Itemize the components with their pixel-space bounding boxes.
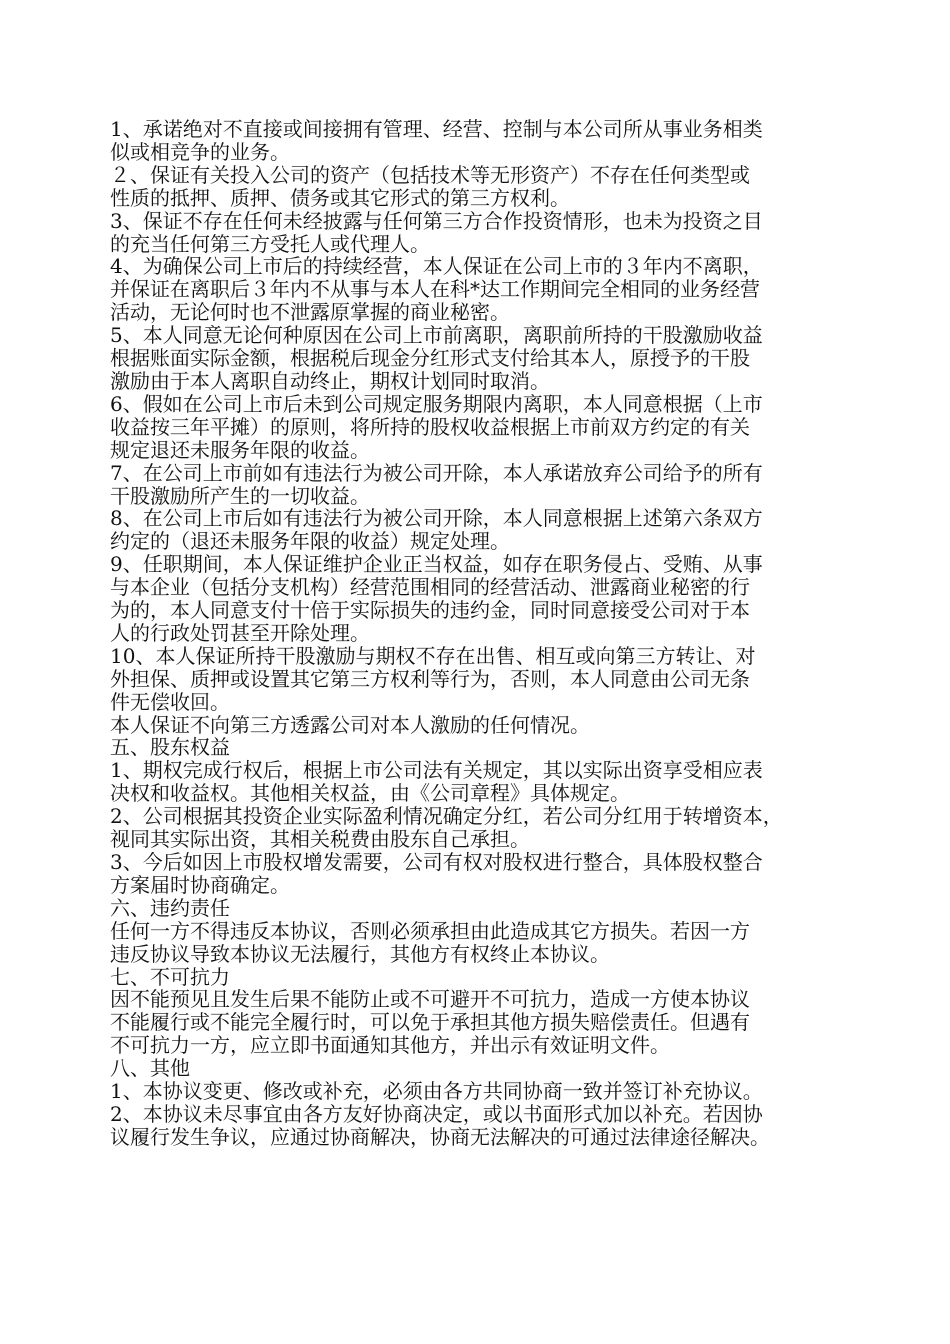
text-line: 3、保证不存在任何未经披露与任何第三方合作投资情形，也未为投资之目 xyxy=(110,208,763,233)
text-line: 人的行政处罚甚至开除处理。 xyxy=(110,620,370,645)
text-line: 1、承诺绝对不直接或间接拥有管理、经营、控制与本公司所从事业务相类 xyxy=(110,117,763,141)
section-heading: 六、违约责任 xyxy=(110,895,230,920)
text-line: 5、本人同意无论何种原因在公司上市前离职，离职前所持的干股激励收益 xyxy=(110,323,763,348)
text-line: 约定的（退还未服务年限的收益）规定处理。 xyxy=(110,529,510,554)
text-line: 件无偿收回。 xyxy=(110,689,230,714)
text-line: 性质的抵押、质押、债务或其它形式的第三方权利。 xyxy=(110,185,570,210)
section-heading: 五、股东权益 xyxy=(110,735,230,760)
text-line: 活动，无论何时也不泄露原掌握的商业秘密。 xyxy=(110,300,510,325)
text-line: 9、任职期间，本人保证维护企业正当权益，如存在职务侵占、受贿、从事 xyxy=(110,552,763,577)
text-line: 规定退还未服务年限的收益。 xyxy=(110,437,370,462)
text-line: 本人保证不向第三方透露公司对本人激励的任何情况。 xyxy=(110,712,590,737)
text-line: ２、保证有关投入公司的资产（包括技术等无形资产）不存在任何类型或 xyxy=(110,162,750,187)
text-line: 10、本人保证所持干股激励与期权不存在出售、相互或向第三方转让、对 xyxy=(110,643,756,668)
text-line: 因不能预见且发生后果不能防止或不可避开不可抗力，造成一方使本协议 xyxy=(110,987,750,1012)
text-line: 不可抗力一方，应立即书面通知其他方，并出示有效证明文件。 xyxy=(110,1033,670,1058)
text-line: 2、本协议未尽事宜由各方友好协商决定，或以书面形式加以补充。若因协 xyxy=(110,1101,763,1126)
text-line: 激励由于本人离职自动终止，期权计划同时取消。 xyxy=(110,368,550,393)
text-line: 3、今后如因上市股权增发需要，公司有权对股权进行整合，具体股权整合 xyxy=(110,850,763,874)
document-body xyxy=(110,118,850,1149)
text-line: 决权和收益权。其他相关权益，由《公司章程》具体规定。 xyxy=(110,781,630,806)
text-line: 与本企业（包括分支机构）经营范围相同的经营活动、泄露商业秘密的行 xyxy=(110,575,750,600)
text-line: 6、假如在公司上市后未到公司规定服务期限内离职，本人同意根据（上市 xyxy=(110,391,763,416)
text-line: 视同其实际出资，其相关税费由股东自己承担。 xyxy=(110,827,530,852)
text-line: 8、在公司上市后如有违法行为被公司开除，本人同意根据上述第六条双方 xyxy=(110,506,763,531)
text-line: 并保证在离职后３年内不从事与本人在科*达工作期间完全相同的业务经营 xyxy=(110,277,760,302)
text-line: 根据账面实际金额，根据税后现金分红形式支付给其本人，原授予的干股 xyxy=(110,346,750,371)
text-line: 议履行发生争议，应通过协商解决，协商无法解决的可通过法律途径解决。 xyxy=(110,1124,770,1149)
text-line: 不能履行或不能完全履行时，可以免于承担其他方损失赔偿责任。但遇有 xyxy=(110,1010,750,1035)
text-line: 收益按三年平摊）的原则，将所持的股权收益根据上市前双方约定的有关 xyxy=(110,414,750,439)
text-line: 的充当任何第三方受托人或代理人。 xyxy=(110,231,430,256)
text-line: 违反协议导致本协议无法履行，其他方有权终止本协议。 xyxy=(110,941,610,966)
text-line: 外担保、质押或设置其它第三方权利等行为，否则，本人同意由公司无条 xyxy=(110,666,750,691)
text-line: 2、公司根据其投资企业实际盈利情况确定分红，若公司分红用于转增资本， xyxy=(110,804,783,829)
text-line: 1、期权完成行权后，根据上市公司法有关规定，其以实际出资享受相应表 xyxy=(110,758,763,783)
section-heading: 七、不可抗力 xyxy=(110,964,230,989)
text-line: 7、在公司上市前如有违法行为被公司开除，本人承诺放弃公司给予的所有 xyxy=(110,460,763,485)
text-line: 方案届时协商确定。 xyxy=(110,872,290,897)
text-line: 干股激励所产生的一切收益。 xyxy=(110,483,370,508)
section-heading: 八、其他 xyxy=(110,1056,190,1081)
text-line: 似或相竞争的业务。 xyxy=(110,139,290,164)
text-line: 为的，本人同意支付十倍于实际损失的违约金，同时同意接受公司对于本 xyxy=(110,598,750,623)
text-line: 1、本协议变更、修改或补充，必须由各方共同协商一致并签订补充协议。 xyxy=(110,1079,763,1104)
text-line: 任何一方不得违反本协议，否则必须承担由此造成其它方损失。若因一方 xyxy=(110,918,750,943)
text-line: 4、为确保公司上市后的持续经营，本人保证在公司上市的３年内不离职， xyxy=(110,254,763,279)
